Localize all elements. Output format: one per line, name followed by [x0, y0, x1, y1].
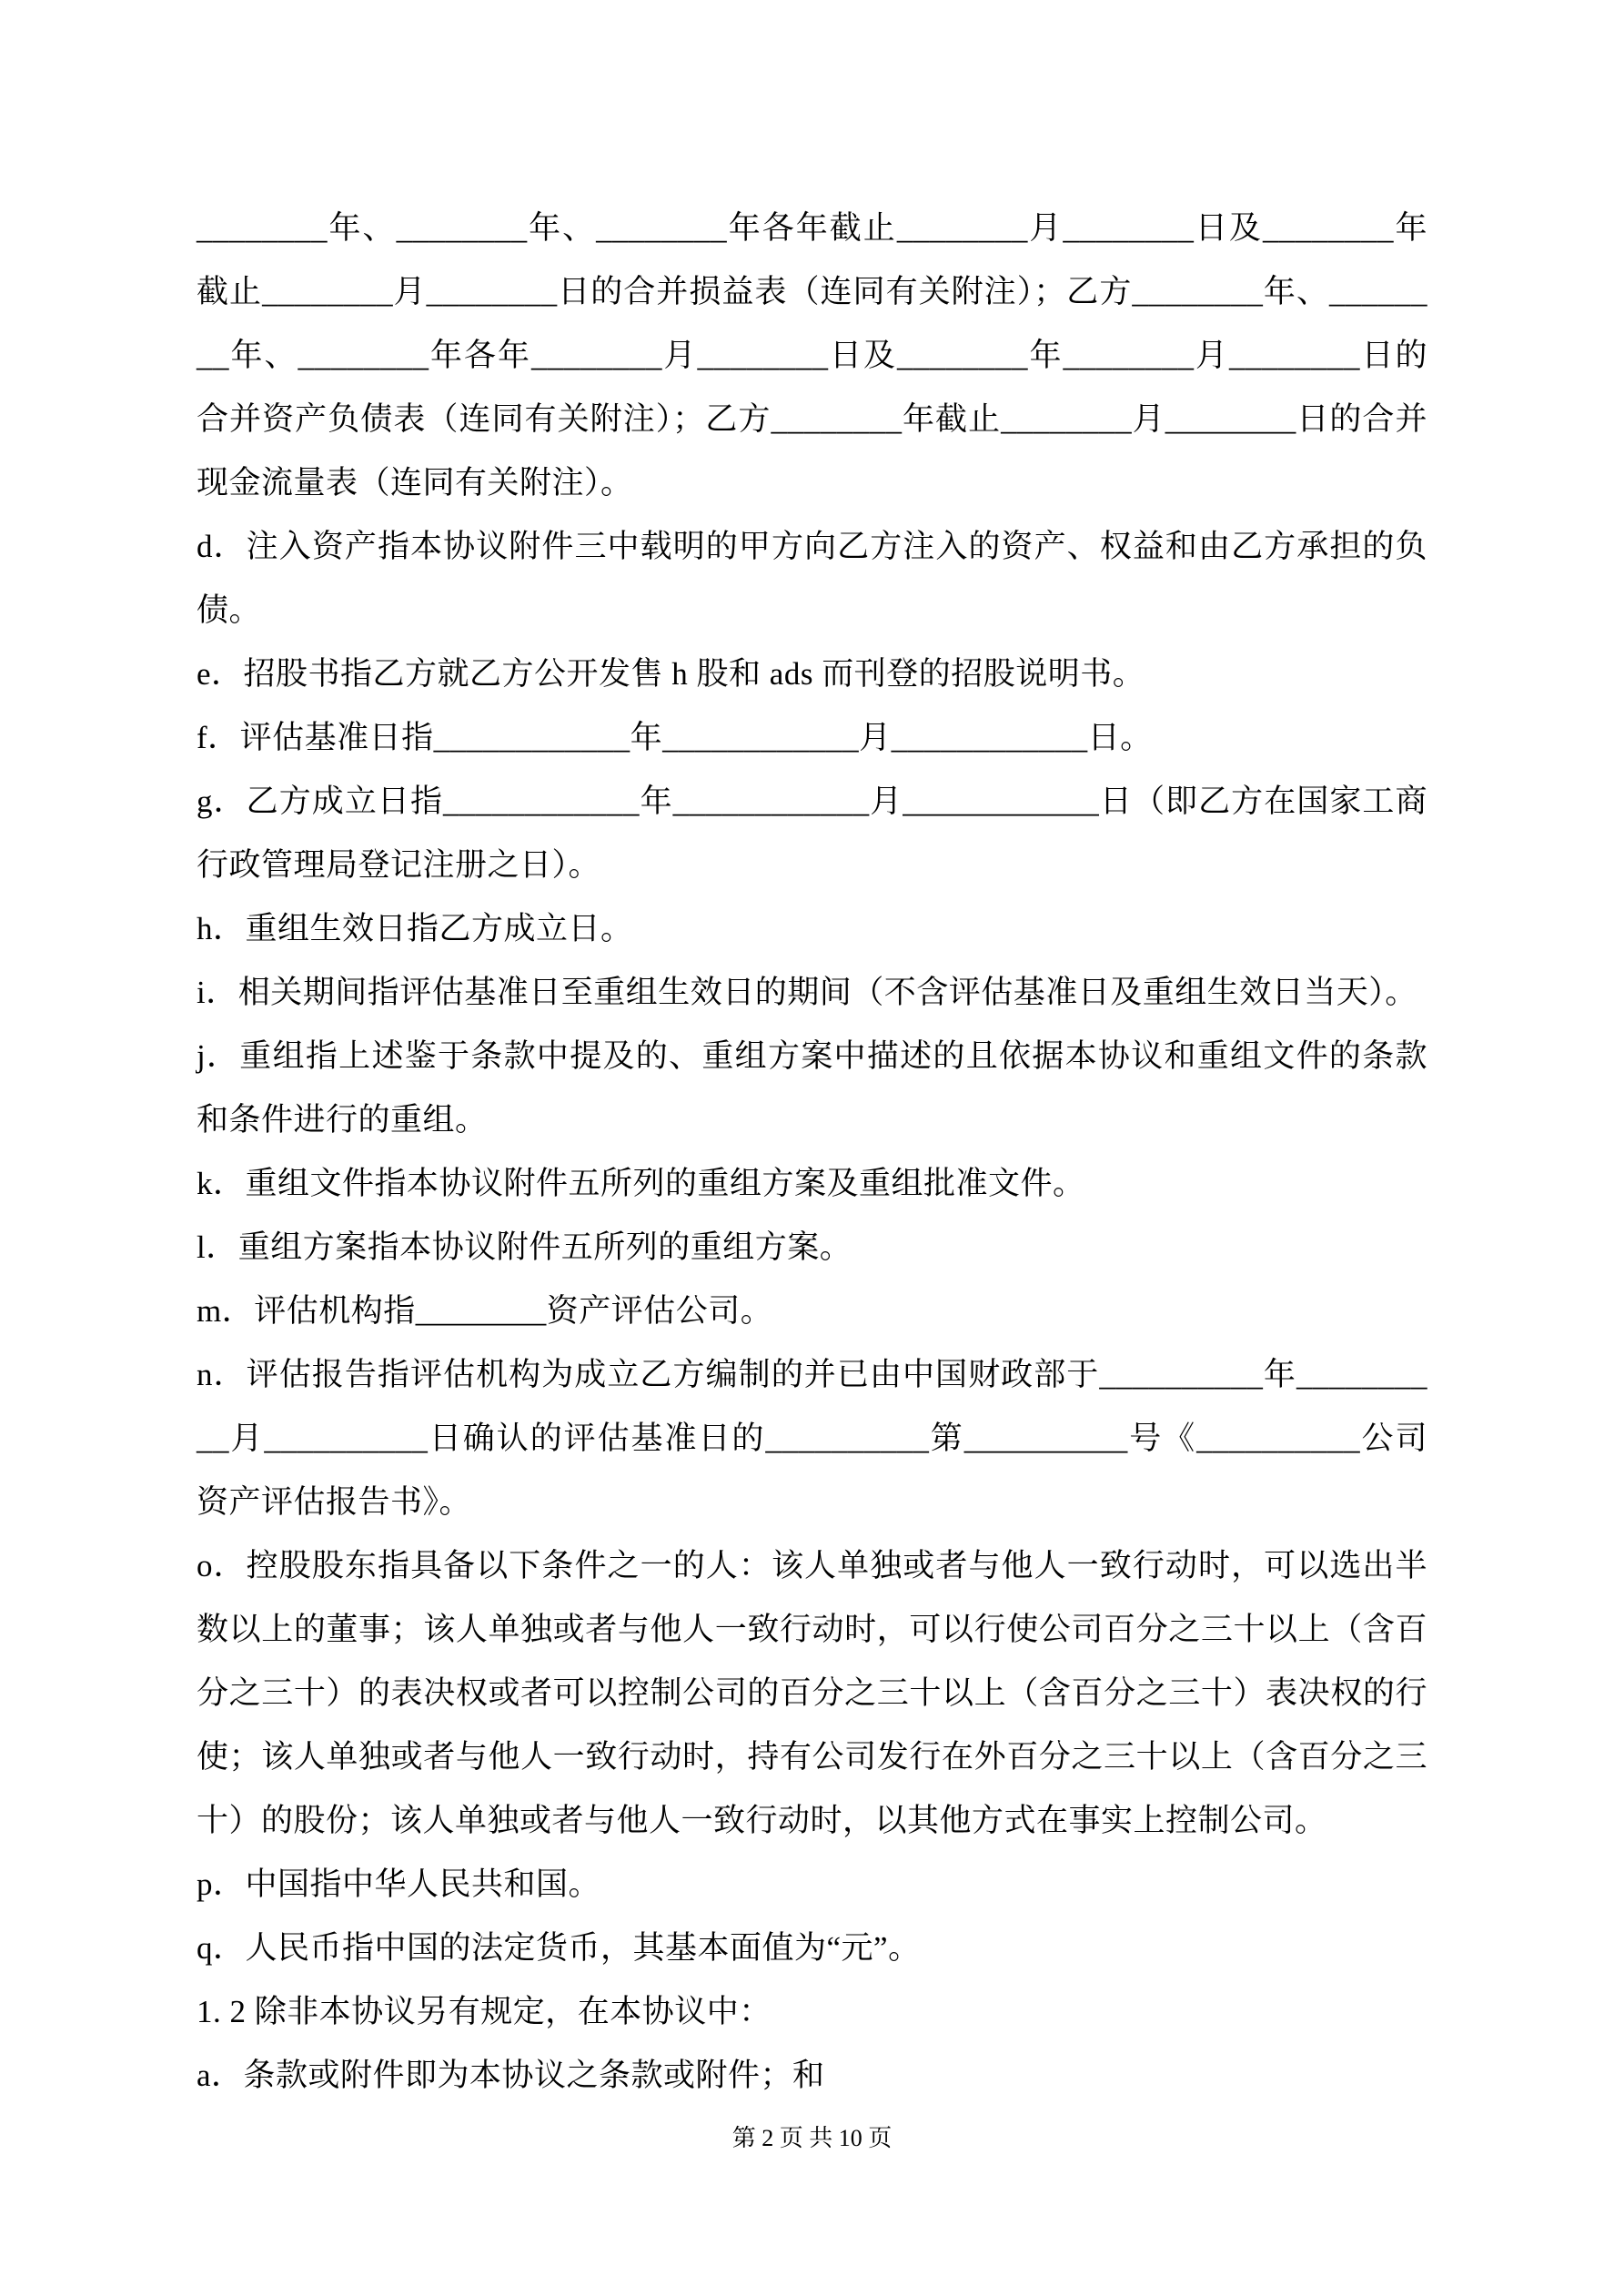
- definition-f-valuation-base-date: f．评估基准日指____________年____________月____________日。: [197, 720, 1153, 755]
- paragraph-financial-statements-continuation: ________年、________年、________年各年截止________月________日及________年截止________月________日的合并损益表（连同有关附注）；乙方________年、________年、________年各年________月________日及________年________月________日的合并资产负债表（连同有关附注）；乙方________年截止________月________日的合并现金流量表（连同有关附注）。: [197, 210, 1427, 501]
- definition-g-party-b-establishment-date: g．乙方成立日指____________年____________月____________日（即乙方在国家工商行政管理局登记注册之日）。: [197, 784, 1427, 883]
- definition-h-restructuring-effective-date: h．重组生效日指乙方成立日。: [197, 911, 633, 946]
- contract-body: [197, 197, 1427, 2108]
- clause-1-2-interpretation: 1. 2 除非本协议另有规定，在本协议中：: [197, 1994, 772, 2029]
- definition-j-restructuring: j．重组指上述鉴于条款中提及的、重组方案中描述的且依据本协议和重组文件的条款和条件进行的重组。: [197, 1038, 1427, 1138]
- definition-l-restructuring-plan: l．重组方案指本协议附件五所列的重组方案。: [197, 1229, 852, 1265]
- definition-o-controlling-shareholder: o．控股股东指具备以下条件之一的人：该人单独或者与他人一致行动时，可以选出半数以上的董事；该人单独或者与他人一致行动时，可以行使公司百分之三十以上（含百分之三十）的表决权或者可以控制公司的百分之三十以上（含百分之三十）表决权的行使；该人单独或者与他人一致行动时，持有公司发行在外百分之三十以上（含百分之三十）的股份；该人单独或者与他人一致行动时，以其他方式在事实上控制公司。: [197, 1548, 1427, 1838]
- definition-k-restructuring-documents: k．重组文件指本协议附件五所列的重组方案及重组批准文件。: [197, 1166, 1085, 1201]
- definition-n-valuation-report: n．评估报告指评估机构为成立乙方编制的并已由中国财政部于__________年__________月__________日确认的评估基准日的__________第__________号《__________公司资产评估报告书》。: [197, 1357, 1427, 1520]
- definition-m-valuation-agency: m．评估机构指________资产评估公司。: [197, 1293, 773, 1329]
- definition-q-rmb: q．人民币指中国的法定货币，其基本面值为“元”。: [197, 1930, 921, 1966]
- page-number: 第 2 页 共 10 页: [731, 2125, 893, 2151]
- item-a-articles-or-appendix: a．条款或附件即为本协议之条款或附件；和: [197, 2058, 825, 2093]
- definition-e-prospectus: e．招股书指乙方就乙方公开发售 h 股和 ads 而刊登的招股说明书。: [197, 656, 1145, 692]
- definition-p-china: p．中国指中华人民共和国。: [197, 1866, 601, 1902]
- definition-d-injected-assets: d．注入资产指本协议附件三中载明的甲方向乙方注入的资产、权益和由乙方承担的负债。: [197, 529, 1427, 628]
- definition-i-relevant-period: i．相关期间指评估基准日至重组生效日的期间（不含评估基准日及重组生效日当天）。: [197, 975, 1417, 1010]
